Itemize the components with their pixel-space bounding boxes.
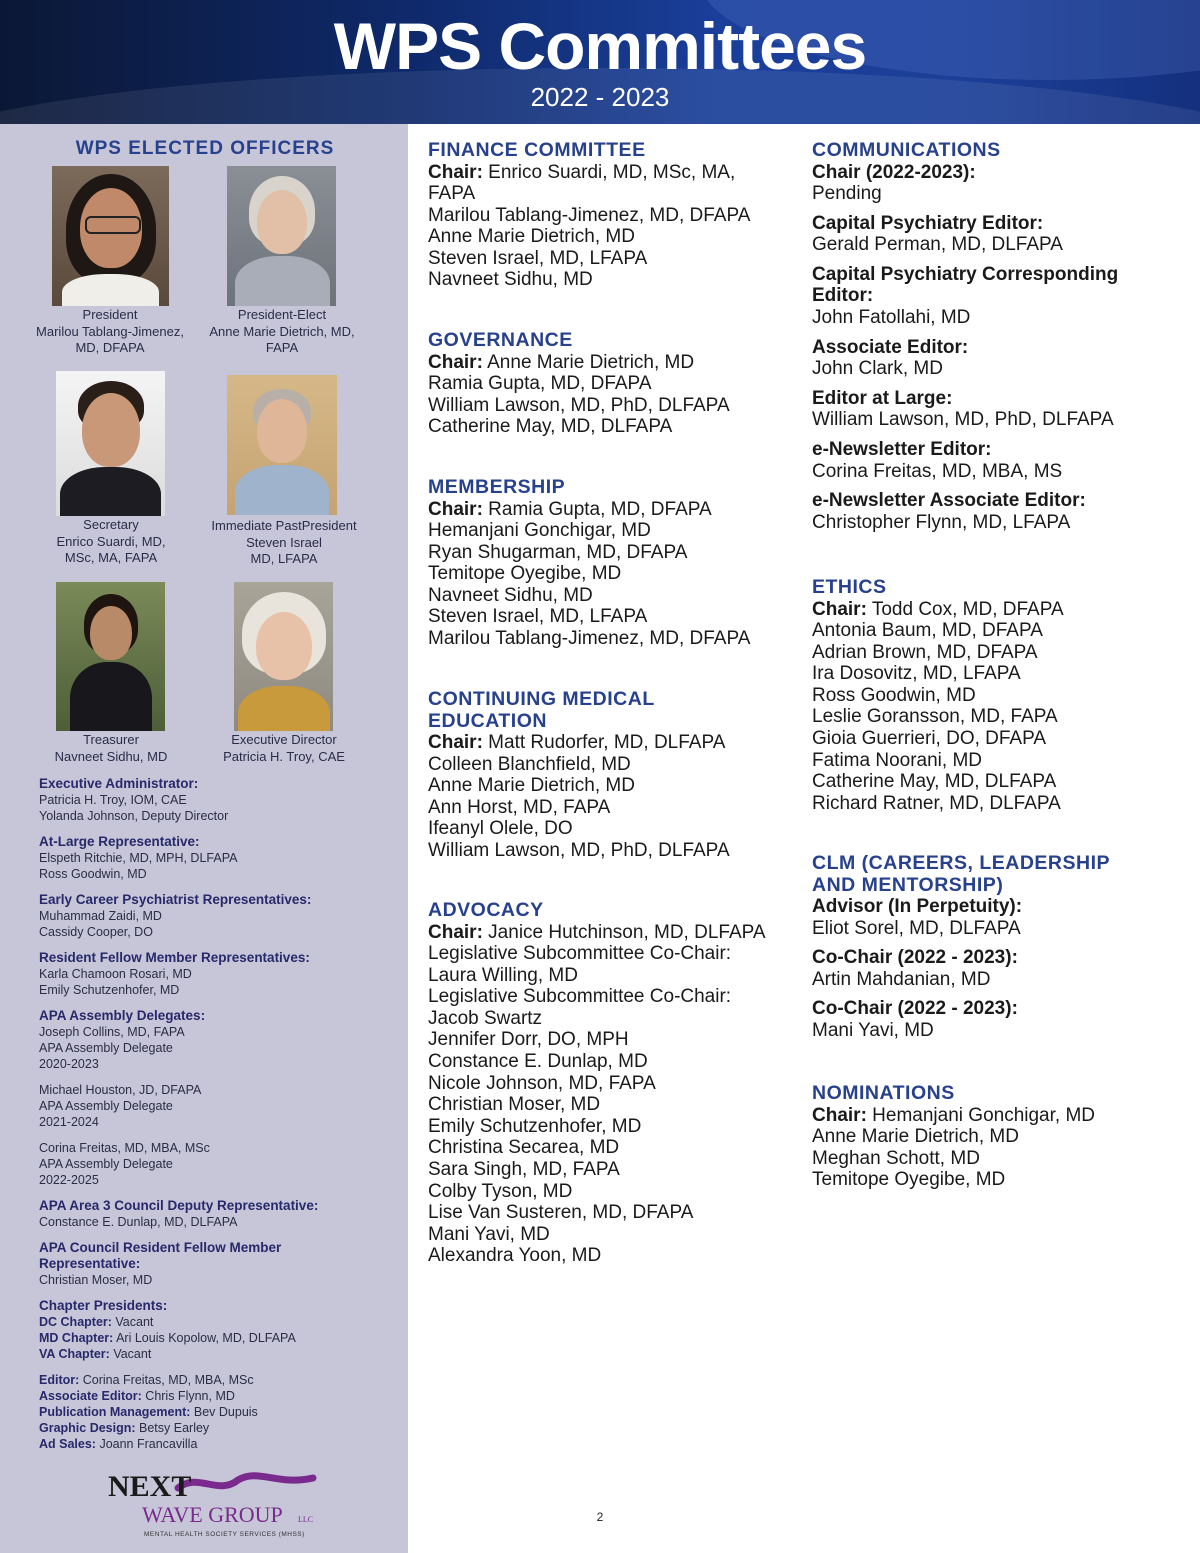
- committee-member: Leslie Goransson, MD, FAPA: [812, 706, 1058, 728]
- block-line: APA Assembly Delegate: [39, 1157, 173, 1171]
- role-heading: e-Newsletter Associate Editor:: [812, 490, 1086, 512]
- page-number: 2: [596, 1510, 604, 1524]
- committee-chair: [812, 599, 1064, 621]
- officer-block: [39, 950, 399, 998]
- committee-title: ETHICS: [812, 576, 887, 598]
- block-line: [39, 1388, 399, 1404]
- committee-member: Navneet Sidhu, MD: [428, 584, 593, 606]
- officer-block: [39, 892, 399, 940]
- officer-block: [39, 834, 399, 882]
- committee-member: Ira Dosovitz, MD, LFAPA: [812, 663, 1021, 685]
- committee-member: Mani Yavi, MD: [428, 1223, 550, 1245]
- officer-name: Navneet Sidhu, MD: [54, 748, 168, 764]
- officer-block: [39, 1240, 399, 1288]
- officer-caption-president: [20, 307, 200, 357]
- officer-block: [39, 776, 399, 824]
- officer-caption-executive-director: [199, 732, 369, 765]
- committee-member: Fatima Noorani, MD: [812, 749, 982, 771]
- chair-label: Chair:: [428, 921, 483, 943]
- block-line: Corina Freitas, MD, MBA, MSc: [39, 1141, 210, 1155]
- committee-member: Emily Schutzenhofer, MD: [428, 1115, 642, 1137]
- sidebar: [0, 124, 408, 1553]
- next-wave-group-logo: [108, 1466, 323, 1546]
- line-value: Corina Freitas, MD, MBA, MSc: [79, 1373, 254, 1387]
- committee-finance: [428, 140, 750, 291]
- block-line: APA Assembly Delegate: [39, 1099, 173, 1113]
- committee-member: Temitope Oyegibe, MD: [428, 563, 622, 585]
- committee-member: Navneet Sidhu, MD: [428, 269, 593, 291]
- officer-role: Treasurer: [83, 732, 139, 747]
- committee-title: GOVERNANCE: [428, 329, 573, 351]
- committee-member: William Lawson, MD, PhD, DLFAPA: [428, 839, 730, 861]
- logo-line2: WAVE GROUP: [142, 1502, 283, 1527]
- committee-clm: [812, 853, 1110, 1042]
- committee-member: Colleen Blanchfield, MD: [428, 753, 631, 775]
- block-line: APA Assembly Delegate: [39, 1041, 173, 1055]
- block-line: [39, 1346, 399, 1362]
- logo-line1: NEXT: [108, 1470, 192, 1503]
- block-line: [39, 1314, 399, 1330]
- committee-member: Ann Horst, MD, FAPA: [428, 796, 611, 818]
- role-holder: Mani Yavi, MD: [812, 1019, 934, 1041]
- committee-member: Jacob Swartz: [428, 1007, 543, 1029]
- block-heading: APA Area 3 Council Deputy Representative:: [39, 1198, 319, 1213]
- committee-member: Christian Moser, MD: [428, 1094, 601, 1116]
- block-line: Emily Schutzenhofer, MD: [39, 983, 180, 997]
- block-line: [39, 1330, 399, 1346]
- officer-name: MD, LFAPA: [250, 551, 318, 566]
- committee-nominations: [812, 1083, 1095, 1191]
- block-heading: Early Career Psychiatrist Representatives:: [39, 892, 312, 907]
- committee-member: Legislative Subcommittee Co-Chair:: [428, 986, 732, 1008]
- block-line: Joseph Collins, MD, FAPA: [39, 1025, 185, 1039]
- officer-photo-executive-director: [234, 582, 333, 731]
- page-title: WPS Committees: [333, 9, 867, 83]
- line-value: Bev Dupuis: [190, 1405, 258, 1419]
- officer-photo-president: [52, 166, 169, 306]
- chair-name: Hemanjani Gonchigar, MD: [866, 1104, 1096, 1126]
- officers-list: [39, 776, 399, 1462]
- chair-label: Chair:: [812, 1104, 867, 1126]
- role-holder: William Lawson, MD, PhD, DLFAPA: [812, 409, 1114, 431]
- officer-role: President: [82, 307, 138, 322]
- logo-llc: LLC: [298, 1515, 314, 1524]
- committee-chair-cont: FAPA: [428, 183, 476, 205]
- committee-chair: [428, 732, 730, 754]
- role-heading: Co-Chair (2022 - 2023):: [812, 998, 1018, 1020]
- committee-member: Alexandra Yoon, MD: [428, 1245, 602, 1267]
- officer-block: [39, 1298, 399, 1362]
- role-holder: Christopher Flynn, MD, LFAPA: [812, 511, 1071, 533]
- committee-member: Steven Israel, MD, LFAPA: [428, 606, 648, 628]
- committee-member: Temitope Oyegibe, MD: [812, 1169, 1006, 1191]
- line-label: MD Chapter:: [39, 1331, 114, 1345]
- committee-member: Laura Willing, MD: [428, 964, 578, 986]
- committee-member: Richard Ratner, MD, DLFAPA: [812, 792, 1061, 814]
- committee-title: CONTINUING MEDICAL: [428, 688, 655, 710]
- committee-member: Christina Secarea, MD: [428, 1137, 620, 1159]
- officer-name: Anne Marie Dietrich, MD,: [209, 323, 355, 339]
- committee-communications: [812, 140, 1118, 533]
- block-line: Cassidy Cooper, DO: [39, 925, 153, 939]
- officer-role: Immediate PastPresident: [211, 518, 357, 533]
- committee-membership: [428, 477, 750, 650]
- page-header: [0, 0, 1200, 124]
- block-line: Muhammad Zaidi, MD: [39, 909, 162, 923]
- committee-member: Anne Marie Dietrich, MD: [812, 1126, 1019, 1148]
- role-holder: Gerald Perman, MD, DLFAPA: [812, 234, 1063, 256]
- block-line: Ross Goodwin, MD: [39, 867, 147, 881]
- block-line: Karla Chamoon Rosari, MD: [39, 967, 192, 981]
- committee-member: Steven Israel, MD, LFAPA: [428, 247, 648, 269]
- chair-name: Matt Rudorfer, MD, DLFAPA: [482, 732, 726, 753]
- line-value: Joann Francavilla: [95, 1437, 198, 1451]
- committee-member: Adrian Brown, MD, DFAPA: [812, 641, 1038, 663]
- logo-graphic: [108, 1466, 323, 1546]
- role-heading: Capital Psychiatry Editor:: [812, 212, 1044, 234]
- officer-name: Enrico Suardi, MD,: [56, 533, 166, 549]
- page-subtitle-years: 2022 - 2023: [530, 82, 670, 112]
- block-line: Christian Moser, MD: [39, 1273, 153, 1287]
- block-line: Michael Houston, JD, DFAPA: [39, 1083, 202, 1097]
- chair-name: Ramia Gupta, MD, DFAPA: [482, 498, 712, 520]
- line-label: Associate Editor:: [39, 1389, 142, 1403]
- role-heading: Advisor (In Perpetuity):: [812, 896, 1023, 917]
- committee-chair: [428, 162, 750, 184]
- line-label: Publication Management:: [39, 1405, 191, 1419]
- chair-label: Chair:: [428, 732, 483, 753]
- block-line: [39, 1404, 399, 1420]
- role-holder: John Fatollahi, MD: [812, 307, 971, 329]
- committee-member: Ramia Gupta, MD, DFAPA: [428, 373, 652, 395]
- block-heading: Chapter Presidents:: [39, 1298, 168, 1313]
- officer-photo-treasurer: [56, 582, 165, 731]
- committee-member: Ifeanyl Olele, DO: [428, 818, 573, 840]
- chair-label: Chair:: [428, 498, 483, 520]
- block-line: Yolanda Johnson, Deputy Director: [39, 809, 229, 823]
- committee-member: Ryan Shugarman, MD, DFAPA: [428, 541, 688, 563]
- committee-member: Colby Tyson, MD: [428, 1180, 573, 1202]
- committee-member: Anne Marie Dietrich, MD: [428, 775, 635, 797]
- committee-member: Anne Marie Dietrich, MD: [428, 226, 635, 248]
- committee-member: Catherine May, MD, DLFAPA: [428, 416, 673, 438]
- committee-chair: [812, 1105, 1095, 1127]
- committee-member: Marilou Tablang-Jimenez, MD, DFAPA: [428, 204, 751, 226]
- committee-title: NOMINATIONS: [812, 1082, 955, 1104]
- block-heading: Executive Administrator:: [39, 776, 199, 791]
- role-heading: Editor:: [812, 285, 874, 307]
- officer-block: [39, 1082, 399, 1130]
- sidebar-title: WPS ELECTED OFFICERS: [75, 138, 335, 159]
- block-line: [39, 1372, 399, 1388]
- role-holder: John Clark, MD: [812, 358, 943, 380]
- committee-governance: [428, 330, 730, 438]
- officer-caption-treasurer: [26, 732, 196, 765]
- committee-ethics: [812, 577, 1064, 814]
- officer-role: Executive Director: [231, 732, 337, 747]
- line-value: Betsy Earley: [135, 1421, 210, 1435]
- line-label: Graphic Design:: [39, 1421, 136, 1435]
- officer-role: Secretary: [83, 517, 139, 532]
- block-heading: Representative:: [39, 1256, 141, 1271]
- committee-advocacy: [428, 900, 766, 1267]
- committee-member: Marilou Tablang-Jimenez, MD, DFAPA: [428, 628, 751, 650]
- role-heading: Co-Chair (2022 - 2023):: [812, 947, 1018, 969]
- officer-name: MD, DFAPA: [75, 340, 145, 355]
- block-line: 2021-2024: [39, 1115, 99, 1129]
- chair-label: Chair:: [812, 598, 867, 620]
- logo-tagline: MENTAL HEALTH SOCIETY SERVICES (MHSS): [144, 1531, 305, 1538]
- line-label: VA Chapter:: [39, 1347, 110, 1361]
- chair-label: Chair:: [428, 161, 483, 183]
- role-heading: e-Newsletter Editor:: [812, 439, 992, 461]
- block-line: 2020-2023: [39, 1057, 99, 1071]
- committee-member: Jennifer Dorr, DO, MPH: [428, 1029, 629, 1051]
- line-value: Vacant: [109, 1347, 152, 1361]
- committee-member: Gioia Guerrieri, DO, DFAPA: [812, 728, 1047, 750]
- block-line: 2022-2025: [39, 1173, 99, 1187]
- committee-member: Ross Goodwin, MD: [812, 684, 976, 706]
- officer-block: [39, 1140, 399, 1188]
- role-heading: Chair (2022-2023):: [812, 161, 976, 183]
- block-line: Patricia H. Troy, IOM, CAE: [39, 793, 187, 807]
- line-value: Vacant: [111, 1315, 154, 1329]
- officer-photo-immediate-past-president: [227, 375, 337, 515]
- committee-chair: [428, 922, 766, 944]
- officer-block: [39, 1008, 399, 1072]
- committee-member: Constance E. Dunlap, MD: [428, 1051, 648, 1073]
- chair-name: Janice Hutchinson, MD, DLFAPA: [482, 921, 766, 943]
- committee-chair: [428, 352, 730, 374]
- committee-cme: [428, 689, 730, 862]
- officer-name: FAPA: [265, 340, 299, 355]
- committee-title: MEMBERSHIP: [428, 476, 566, 498]
- role-holder: Pending: [812, 183, 882, 205]
- committee-title: FINANCE COMMITTEE: [428, 139, 646, 161]
- committee-member: Lise Van Susteren, MD, DFAPA: [428, 1202, 694, 1224]
- committee-member: Antonia Baum, MD, DFAPA: [812, 620, 1043, 642]
- officer-photo-president-elect: [227, 166, 336, 306]
- block-line: Elspeth Ritchie, MD, MPH, DLFAPA: [39, 851, 238, 865]
- chair-label: Chair:: [428, 351, 483, 373]
- line-value: Ari Louis Kopolow, MD, DLFAPA: [113, 1331, 296, 1345]
- committee-title: CLM (CAREERS, LEADERSHIP: [812, 852, 1111, 874]
- block-line: [39, 1436, 399, 1452]
- committee-title: ADVOCACY: [428, 899, 544, 921]
- block-heading: APA Assembly Delegates:: [39, 1008, 206, 1023]
- block-heading: At-Large Representative:: [39, 834, 200, 849]
- line-label: DC Chapter:: [39, 1315, 112, 1329]
- block-heading: Resident Fellow Member Representatives:: [39, 950, 310, 965]
- officer-name: Marilou Tablang-Jimenez,: [36, 323, 184, 339]
- block-line: Constance E. Dunlap, MD, DLFAPA: [39, 1215, 238, 1229]
- committee-member: Sara Singh, MD, FAPA: [428, 1159, 620, 1181]
- committee-title: COMMUNICATIONS: [812, 139, 1001, 161]
- chair-name: Enrico Suardi, MD, MSc, MA,: [482, 161, 736, 183]
- officer-block: [39, 1372, 399, 1452]
- committee-member: Legislative Subcommittee Co-Chair:: [428, 943, 732, 965]
- role-holder: Corina Freitas, MD, MBA, MS: [812, 460, 1063, 482]
- officer-caption-president-elect: [192, 307, 372, 357]
- committee-title: AND MENTORSHIP): [812, 873, 1004, 896]
- role-heading: Capital Psychiatry Corresponding: [812, 263, 1119, 285]
- committee-member: William Lawson, MD, PhD, DLFAPA: [428, 394, 730, 416]
- line-label: Editor:: [39, 1373, 80, 1387]
- role-holder: Artin Mahdanian, MD: [812, 968, 991, 990]
- officer-photo-secretary: [56, 371, 165, 516]
- chair-name: Todd Cox, MD, DFAPA: [866, 598, 1064, 620]
- officer-block: [39, 1198, 399, 1230]
- block-heading: APA Council Resident Fellow Member: [39, 1240, 282, 1255]
- committee-member: Meghan Schott, MD: [812, 1147, 980, 1169]
- block-line: [39, 1420, 399, 1436]
- officer-name: Patricia H. Troy, CAE: [223, 748, 345, 764]
- committee-member: Hemanjani Gonchigar, MD: [428, 520, 651, 542]
- committee-member: Catherine May, MD, DLFAPA: [812, 771, 1057, 793]
- officer-name: MSc, MA, FAPA: [64, 550, 158, 565]
- role-heading: Editor at Large:: [812, 387, 953, 409]
- committee-chair: [428, 499, 750, 521]
- officer-role: President-Elect: [237, 307, 327, 322]
- line-value: Chris Flynn, MD: [141, 1389, 235, 1403]
- role-heading: Associate Editor:: [812, 336, 969, 358]
- committee-title: EDUCATION: [428, 709, 547, 732]
- officer-caption-secretary: [26, 517, 196, 567]
- chair-name: Anne Marie Dietrich, MD: [482, 351, 695, 373]
- line-label: Ad Sales:: [39, 1437, 96, 1451]
- role-holder: Eliot Sorel, MD, DLFAPA: [812, 917, 1021, 939]
- officer-name: Steven Israel: [246, 534, 322, 550]
- committee-member: Nicole Johnson, MD, FAPA: [428, 1072, 656, 1094]
- officer-caption-immediate-past-president: [199, 518, 369, 568]
